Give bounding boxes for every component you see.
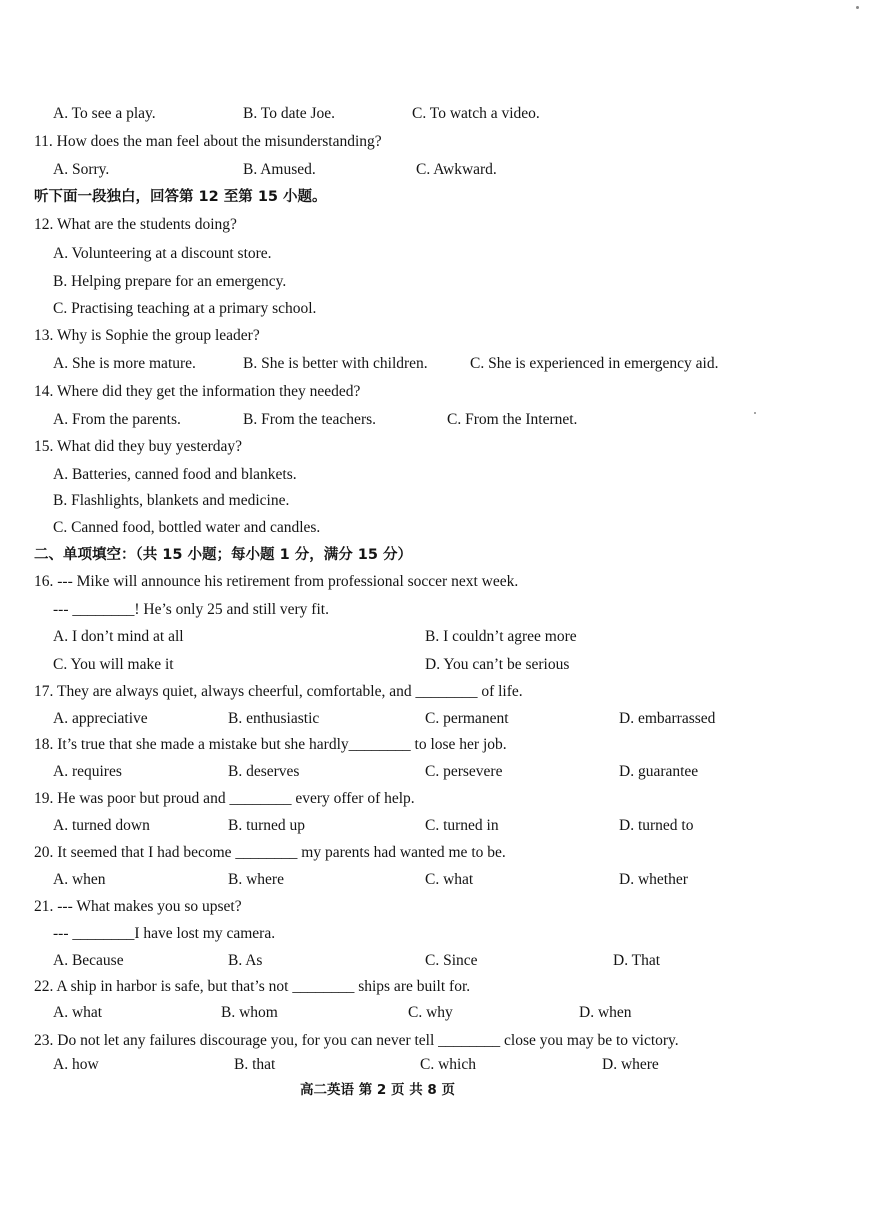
q16-reply: --- ________! He’s only 25 and still very fit. <box>53 601 329 618</box>
q15-option-c: C. Canned food, bottled water and candles. <box>53 519 321 536</box>
q16-option-d: D. You can’t be serious <box>425 656 570 673</box>
q18-option-d: D. guarantee <box>619 763 699 780</box>
q15-option-b: B. Flashlights, blankets and medicine. <box>53 492 290 509</box>
q22-option-c: C. why <box>408 1004 453 1021</box>
q17-option-d: D. embarrassed <box>619 710 716 727</box>
q14-option-a: A. From the parents. <box>53 411 181 428</box>
section-heading-single-choice: 二、单项填空：（共 15 小题；每小题 1 分，满分 15 分） <box>34 547 412 563</box>
q19-option-b: B. turned up <box>228 817 306 834</box>
scan-speck <box>754 412 756 414</box>
q14-option-c: C. From the Internet. <box>447 411 578 428</box>
q12-option-c: C. Practising teaching at a primary school. <box>53 300 317 317</box>
q16-option-b: B. I couldn’t agree more <box>425 628 577 645</box>
q13-stem: 13. Why is Sophie the group leader? <box>34 327 260 344</box>
q21-option-b: B. As <box>228 952 263 969</box>
q11-stem: 11. How does the man feel about the misunderstanding? <box>34 133 382 150</box>
q22-option-a: A. what <box>53 1004 103 1021</box>
q17-option-b: B. enthusiastic <box>228 710 320 727</box>
q17-option-c: C. permanent <box>425 710 509 727</box>
q14-stem: 14. Where did they get the information they needed? <box>34 383 361 400</box>
q15-option-a: A. Batteries, canned food and blankets. <box>53 466 297 483</box>
q16-option-a: A. I don’t mind at all <box>53 628 184 645</box>
q18-option-c: C. persevere <box>425 763 503 780</box>
q22-option-b: B. whom <box>221 1004 278 1021</box>
q14-option-b: B. From the teachers. <box>243 411 377 428</box>
q20-option-a: A. when <box>53 871 106 888</box>
q22-stem: 22. A ship in harbor is safe, but that’s not ________ ships are built for. <box>34 978 471 995</box>
q13-option-b: B. She is better with children. <box>243 355 428 372</box>
q10-option-a: A. To see a play. <box>53 105 156 122</box>
q22-option-d: D. when <box>579 1004 632 1021</box>
q21-stem: 21. --- What makes you so upset? <box>34 898 242 915</box>
q11-option-a: A. Sorry. <box>53 161 110 178</box>
q20-option-d: D. whether <box>619 871 688 888</box>
q13-option-a: A. She is more mature. <box>53 355 196 372</box>
q23-option-c: C. which <box>420 1056 476 1073</box>
q12-option-b: B. Helping prepare for an emergency. <box>53 273 287 290</box>
q12-stem: 12. What are the students doing? <box>34 216 237 233</box>
q10-option-b: B. To date Joe. <box>243 105 336 122</box>
q23-option-d: D. where <box>602 1056 659 1073</box>
q23-option-b: B. that <box>234 1056 276 1073</box>
q21-reply: --- ________I have lost my camera. <box>53 925 276 942</box>
q23-stem: 23. Do not let any failures discourage you, for you can never tell ________ close you may be to victory. <box>34 1032 679 1049</box>
q19-option-c: C. turned in <box>425 817 499 834</box>
q18-option-b: B. deserves <box>228 763 300 780</box>
q18-option-a: A. requires <box>53 763 122 780</box>
q20-option-c: C. what <box>425 871 474 888</box>
q15-stem: 15. What did they buy yesterday? <box>34 438 243 455</box>
q20-option-b: B. where <box>228 871 284 888</box>
q17-option-a: A. appreciative <box>53 710 148 727</box>
scan-speck <box>856 6 859 9</box>
q13-option-c: C. She is experienced in emergency aid. <box>470 355 719 372</box>
q19-stem: 19. He was poor but proud and ________ every offer of help. <box>34 790 415 807</box>
page-footer: 高二英语 第 2 页 共 8 页 <box>300 1082 455 1098</box>
q17-stem: 17. They are always quiet, always cheerful, comfortable, and ________ of life. <box>34 683 523 700</box>
section-heading-monologue: 听下面一段独白，回答第 12 至第 15 小题。 <box>34 189 327 205</box>
q12-option-a: A. Volunteering at a discount store. <box>53 245 272 262</box>
q21-option-d: D. That <box>613 952 661 969</box>
q16-option-c: C. You will make it <box>53 656 174 673</box>
q19-option-d: D. turned to <box>619 817 694 834</box>
q10-option-c: C. To watch a video. <box>412 105 540 122</box>
q18-stem: 18. It’s true that she made a mistake but she hardly________ to lose her job. <box>34 736 507 753</box>
q16-stem: 16. --- Mike will announce his retirement from professional soccer next week. <box>34 573 519 590</box>
q20-stem: 20. It seemed that I had become ________ my parents had wanted me to be. <box>34 844 506 861</box>
q19-option-a: A. turned down <box>53 817 150 834</box>
q11-option-b: B. Amused. <box>243 161 316 178</box>
q21-option-a: A. Because <box>53 952 124 969</box>
q11-option-c: C. Awkward. <box>416 161 497 178</box>
q23-option-a: A. how <box>53 1056 99 1073</box>
q21-option-c: C. Since <box>425 952 478 969</box>
